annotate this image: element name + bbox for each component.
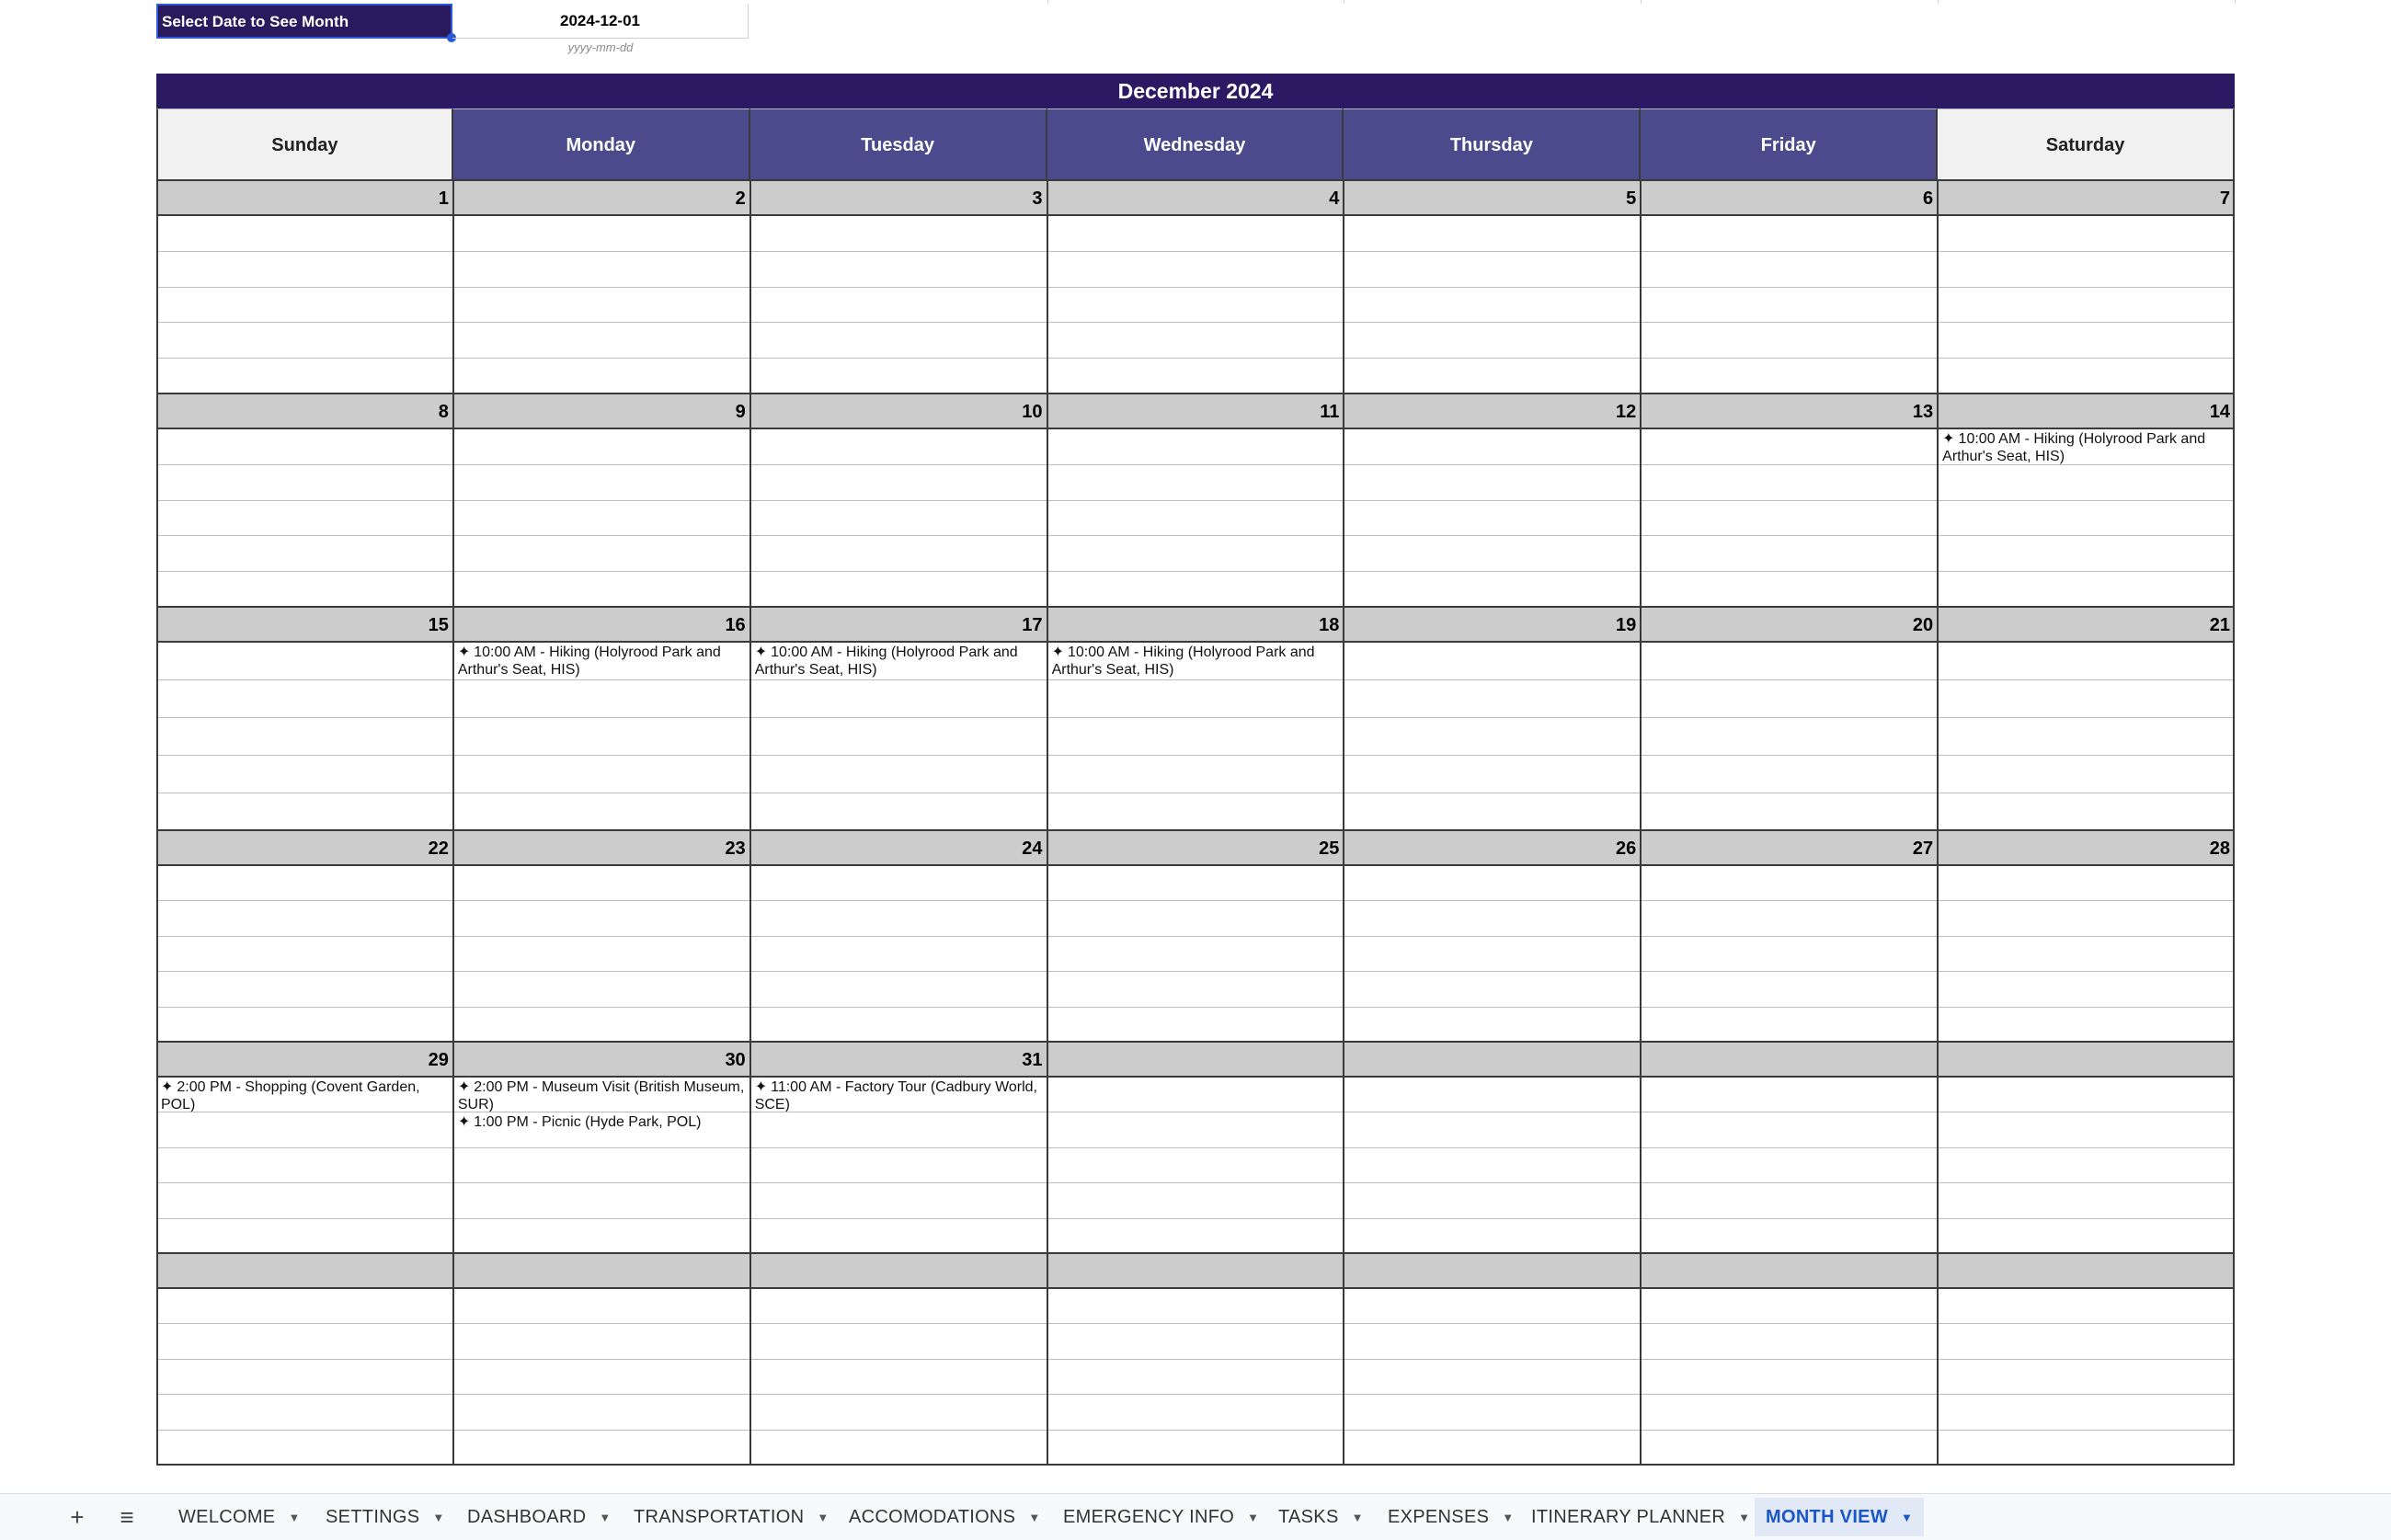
slot-divider — [156, 900, 2235, 901]
date-number[interactable] — [1641, 1253, 1938, 1288]
date-number[interactable]: 29 — [428, 1050, 449, 1070]
calendar-event[interactable] — [458, 1113, 746, 1146]
all-sheets-menu-icon[interactable]: ≡ — [120, 1503, 134, 1531]
event-text: 11:00 AM - Factory Tour (Cadbury World, SCE) — [754, 1079, 1037, 1112]
slot-divider — [156, 1147, 2235, 1148]
date-number[interactable]: 19 — [1616, 615, 1637, 635]
date-number[interactable]: 17 — [1022, 615, 1043, 635]
column-divider — [2235, 0, 2236, 4]
slot-divider — [156, 936, 2235, 937]
sheet-tab-month-view[interactable] — [1755, 1498, 1924, 1536]
event-text: 2:00 PM - Museum Visit (British Museum, SUR) — [457, 1079, 745, 1112]
date-number[interactable]: 30 — [725, 1050, 746, 1070]
column-divider — [1937, 180, 1939, 1465]
slot-divider — [156, 535, 2235, 536]
column-divider — [1641, 0, 1642, 4]
event-text: 1:00 PM - Picnic (Hyde Park, POL) — [474, 1114, 702, 1131]
chevron-down-icon[interactable]: ▼ — [1351, 1510, 1364, 1524]
calendar-event[interactable] — [755, 644, 1043, 679]
date-number[interactable]: 23 — [725, 838, 746, 859]
day-header-wednesday: Wednesday — [1047, 108, 1344, 180]
date-format-hint: yyyy-mm-dd — [567, 40, 634, 54]
date-number[interactable] — [750, 1253, 1047, 1288]
chevron-down-icon[interactable]: ▼ — [1502, 1510, 1515, 1524]
event-text: 10:00 AM - Hiking (Holyrood Park and Arthur's Seat, HIS) — [1051, 645, 1315, 678]
slot-divider — [156, 358, 2235, 359]
event-text: 10:00 AM - Hiking (Holyrood Park and Arthur's Seat, HIS) — [457, 645, 721, 678]
date-number[interactable] — [1344, 1253, 1641, 1288]
sheet-tab-welcome[interactable] — [167, 1498, 312, 1536]
event-bullet-icon: ✦ — [754, 645, 768, 660]
sheet-tab-tasks[interactable] — [1267, 1498, 1375, 1536]
day-header-monday: Monday — [453, 108, 750, 180]
sheet-tab-label: TASKS — [1278, 1506, 1339, 1527]
date-number[interactable]: 6 — [1923, 188, 1934, 209]
date-number[interactable]: 28 — [2209, 838, 2230, 859]
event-bullet-icon: ✦ — [457, 1114, 471, 1131]
day-header-saturday: Saturday — [1938, 108, 2235, 180]
slot-divider — [156, 1323, 2235, 1324]
sheet-tab-label: EMERGENCY INFO — [1063, 1506, 1235, 1527]
slot-divider — [156, 717, 2235, 718]
slot-divider — [156, 464, 2235, 465]
chevron-down-icon[interactable]: ▼ — [599, 1510, 612, 1524]
event-text: 2:00 PM - Shopping (Covent Garden, POL) — [161, 1079, 420, 1112]
date-number[interactable]: 10 — [1022, 402, 1043, 422]
event-bullet-icon: ✦ — [161, 1079, 174, 1095]
slot-divider — [156, 322, 2235, 323]
day-header-friday: Friday — [1641, 108, 1938, 180]
date-number[interactable]: 15 — [428, 615, 449, 635]
slot-divider — [156, 1359, 2235, 1360]
select-date-label[interactable]: Select Date to See Month — [156, 4, 452, 39]
date-number[interactable]: 1 — [438, 188, 449, 209]
slot-divider — [156, 500, 2235, 501]
column-divider — [1047, 0, 1048, 4]
column-divider — [452, 180, 454, 1465]
slot-divider — [156, 1430, 2235, 1431]
slot-divider — [156, 1218, 2235, 1219]
chevron-down-icon[interactable]: ▼ — [1028, 1510, 1041, 1524]
date-number[interactable]: 5 — [1626, 188, 1637, 209]
slot-divider — [156, 679, 2235, 680]
add-sheet-icon[interactable]: + — [70, 1503, 85, 1531]
date-number[interactable]: 11 — [1320, 402, 1340, 422]
month-calendar-grid — [156, 108, 2235, 1469]
date-number[interactable] — [1047, 1042, 1344, 1077]
slot-divider — [156, 251, 2235, 252]
date-number[interactable]: 13 — [1912, 402, 1934, 422]
date-number[interactable]: 25 — [1319, 838, 1340, 859]
column-divider — [156, 180, 158, 1465]
calendar-event[interactable] — [755, 1078, 1043, 1112]
sheet-tab-accomodations[interactable] — [838, 1498, 1051, 1536]
sheet-tab-expenses[interactable] — [1377, 1498, 1525, 1536]
sheet-tab-label: DASHBOARD — [467, 1506, 587, 1527]
sheet-tab-label: EXPENSES — [1388, 1506, 1490, 1527]
chevron-down-icon[interactable]: ▼ — [1738, 1510, 1751, 1524]
date-number[interactable]: 12 — [1616, 402, 1637, 422]
date-number[interactable]: 27 — [1912, 838, 1934, 859]
calendar-event[interactable] — [458, 1078, 746, 1112]
sheet-tab-label: TRANSPORTATION — [634, 1506, 805, 1527]
slot-divider — [156, 287, 2235, 288]
calendar-event[interactable] — [458, 644, 746, 679]
date-number[interactable]: 2 — [735, 188, 746, 209]
date-number[interactable]: 24 — [1022, 838, 1043, 859]
calendar-event[interactable] — [161, 1078, 449, 1112]
date-number[interactable]: 22 — [428, 838, 449, 859]
date-number[interactable] — [1938, 1253, 2235, 1288]
sheet-tab-label: SETTINGS — [326, 1506, 420, 1527]
column-divider — [2233, 180, 2235, 1465]
sheet-tab-label: ACCOMODATIONS — [849, 1506, 1016, 1527]
slot-divider — [156, 1182, 2235, 1183]
sheet-tab-transportation[interactable] — [623, 1498, 841, 1536]
event-bullet-icon: ✦ — [754, 1079, 768, 1095]
sheet-tab-label: WELCOME — [178, 1506, 276, 1527]
column-divider — [1343, 180, 1344, 1465]
date-number[interactable] — [453, 1253, 750, 1288]
date-number[interactable] — [1938, 1042, 2235, 1077]
calendar-event[interactable] — [1052, 644, 1340, 679]
date-number[interactable]: 3 — [1032, 188, 1043, 209]
chevron-down-icon[interactable]: ▼ — [1247, 1510, 1260, 1524]
column-divider — [1938, 0, 1939, 4]
sheet-tab-bar — [0, 1493, 2391, 1540]
date-number[interactable]: 18 — [1319, 615, 1340, 635]
column-divider — [749, 180, 751, 1465]
slot-divider — [156, 971, 2235, 972]
date-number[interactable] — [1641, 1042, 1938, 1077]
event-text: 10:00 AM - Hiking (Holyrood Park and Arthur's Seat, HIS) — [1942, 431, 2206, 464]
sheet-tab-settings[interactable] — [315, 1498, 456, 1536]
slot-divider — [156, 1394, 2235, 1395]
date-number[interactable]: 21 — [2209, 615, 2230, 635]
date-number[interactable]: 26 — [1616, 838, 1637, 859]
chevron-down-icon[interactable]: ▼ — [1901, 1510, 1914, 1524]
sheet-tab-emergency-info[interactable] — [1052, 1498, 1270, 1536]
event-bullet-icon: ✦ — [457, 645, 471, 660]
sheet-tab-dashboard[interactable] — [456, 1498, 623, 1536]
date-number[interactable]: 8 — [438, 402, 449, 422]
grid-bottom-border — [156, 1464, 2235, 1466]
day-header-tuesday: Tuesday — [750, 108, 1047, 180]
chevron-down-icon[interactable]: ▼ — [817, 1510, 829, 1524]
sheet-tab-itinerary-planner[interactable] — [1520, 1498, 1761, 1536]
date-selector-row — [156, 0, 2235, 74]
column-divider — [1047, 180, 1048, 1465]
event-text: 10:00 AM - Hiking (Holyrood Park and Arthur's Seat, HIS) — [754, 645, 1018, 678]
day-header-sunday: Sunday — [156, 108, 453, 180]
chevron-down-icon[interactable]: ▼ — [288, 1510, 301, 1524]
date-number[interactable] — [1047, 1253, 1344, 1288]
event-bullet-icon: ✦ — [457, 1079, 471, 1095]
date-number[interactable] — [1344, 1042, 1641, 1077]
day-header-thursday: Thursday — [1344, 108, 1641, 180]
slot-divider — [156, 755, 2235, 756]
sheet-tab-label: MONTH VIEW — [1766, 1506, 1888, 1527]
date-number[interactable]: 7 — [2219, 188, 2230, 209]
column-divider — [1640, 180, 1642, 1465]
chevron-down-icon[interactable]: ▼ — [432, 1510, 445, 1524]
date-number[interactable]: 14 — [2209, 402, 2230, 422]
date-number[interactable]: 31 — [1022, 1050, 1043, 1070]
date-number[interactable]: 20 — [1912, 615, 1934, 635]
event-bullet-icon: ✦ — [1051, 645, 1064, 660]
slot-divider — [156, 1007, 2235, 1008]
slot-divider — [156, 571, 2235, 572]
date-number[interactable]: 16 — [725, 615, 746, 635]
date-number[interactable]: 4 — [1329, 188, 1340, 209]
date-number[interactable] — [156, 1253, 453, 1288]
sheet-tab-label: ITINERARY PLANNER — [1531, 1506, 1726, 1527]
calendar-event[interactable] — [1942, 430, 2230, 464]
month-title: December 2024 — [156, 74, 2235, 108]
selected-date-cell[interactable]: 2024-12-01 — [452, 4, 749, 39]
date-number[interactable]: 9 — [735, 402, 746, 422]
event-bullet-icon: ✦ — [1942, 431, 1955, 447]
